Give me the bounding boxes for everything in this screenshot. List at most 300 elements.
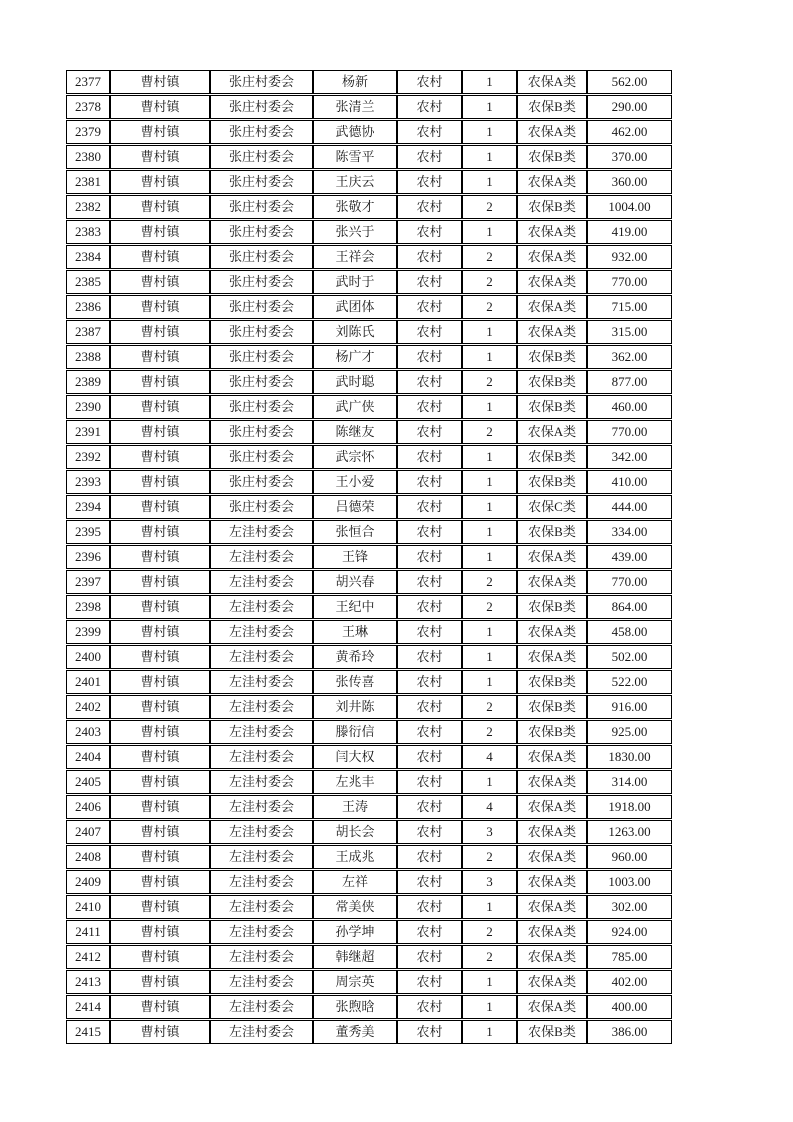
cell-village: 左洼村委会 [210, 545, 313, 569]
table-row [66, 470, 672, 494]
cell-type: 农村 [397, 720, 462, 744]
cell-type: 农村 [397, 920, 462, 944]
cell-town: 曹村镇 [110, 845, 210, 869]
cell-type: 农村 [397, 845, 462, 869]
cell-village: 张庄村委会 [210, 295, 313, 319]
cell-town: 曹村镇 [110, 695, 210, 719]
cell-no: 2407 [66, 820, 110, 844]
cell-name: 陈继友 [313, 420, 397, 444]
cell-village: 张庄村委会 [210, 195, 313, 219]
cell-name: 张兴于 [313, 220, 397, 244]
cell-amount: 302.00 [587, 895, 672, 919]
cell-type: 农村 [397, 520, 462, 544]
table-row [66, 345, 672, 369]
cell-village: 张庄村委会 [210, 445, 313, 469]
cell-amount: 932.00 [587, 245, 672, 269]
table-row [66, 195, 672, 219]
cell-no: 2404 [66, 745, 110, 769]
table-row [66, 995, 672, 1019]
cell-type: 农村 [397, 545, 462, 569]
cell-no: 2391 [66, 420, 110, 444]
cell-village: 张庄村委会 [210, 145, 313, 169]
cell-type: 农村 [397, 1020, 462, 1044]
cell-name: 韩继超 [313, 945, 397, 969]
cell-type: 农村 [397, 220, 462, 244]
cell-village: 张庄村委会 [210, 495, 313, 519]
cell-no: 2414 [66, 995, 110, 1019]
cell-town: 曹村镇 [110, 195, 210, 219]
cell-category: 农保B类 [517, 195, 587, 219]
cell-type: 农村 [397, 395, 462, 419]
cell-no: 2398 [66, 595, 110, 619]
table-row [66, 295, 672, 319]
cell-count: 1 [462, 470, 517, 494]
cell-count: 2 [462, 245, 517, 269]
cell-type: 农村 [397, 945, 462, 969]
cell-category: 农保B类 [517, 695, 587, 719]
cell-category: 农保B类 [517, 95, 587, 119]
cell-town: 曹村镇 [110, 545, 210, 569]
cell-count: 2 [462, 945, 517, 969]
cell-no: 2411 [66, 920, 110, 944]
cell-village: 张庄村委会 [210, 170, 313, 194]
cell-category: 农保B类 [517, 145, 587, 169]
cell-village: 张庄村委会 [210, 70, 313, 94]
cell-type: 农村 [397, 495, 462, 519]
cell-name: 武时于 [313, 270, 397, 294]
cell-no: 2399 [66, 620, 110, 644]
cell-village: 张庄村委会 [210, 470, 313, 494]
cell-amount: 1263.00 [587, 820, 672, 844]
cell-name: 左祥 [313, 870, 397, 894]
cell-type: 农村 [397, 795, 462, 819]
cell-no: 2415 [66, 1020, 110, 1044]
cell-no: 2401 [66, 670, 110, 694]
table-row [66, 495, 672, 519]
cell-town: 曹村镇 [110, 595, 210, 619]
cell-type: 农村 [397, 245, 462, 269]
cell-count: 1 [462, 645, 517, 669]
cell-category: 农保A类 [517, 545, 587, 569]
cell-town: 曹村镇 [110, 870, 210, 894]
cell-name: 闫大权 [313, 745, 397, 769]
table-row [66, 745, 672, 769]
cell-amount: 444.00 [587, 495, 672, 519]
cell-town: 曹村镇 [110, 520, 210, 544]
table-row [66, 245, 672, 269]
cell-town: 曹村镇 [110, 95, 210, 119]
table-row [66, 770, 672, 794]
cell-category: 农保B类 [517, 470, 587, 494]
cell-name: 胡兴春 [313, 570, 397, 594]
cell-name: 常美侠 [313, 895, 397, 919]
cell-name: 武广侠 [313, 395, 397, 419]
cell-amount: 400.00 [587, 995, 672, 1019]
cell-name: 张传喜 [313, 670, 397, 694]
cell-amount: 877.00 [587, 370, 672, 394]
cell-category: 农保A类 [517, 995, 587, 1019]
cell-village: 左洼村委会 [210, 870, 313, 894]
cell-count: 1 [462, 1020, 517, 1044]
cell-count: 1 [462, 220, 517, 244]
cell-count: 1 [462, 170, 517, 194]
cell-no: 2387 [66, 320, 110, 344]
cell-count: 1 [462, 620, 517, 644]
cell-type: 农村 [397, 195, 462, 219]
cell-town: 曹村镇 [110, 720, 210, 744]
cell-category: 农保B类 [517, 595, 587, 619]
table-row [66, 820, 672, 844]
cell-count: 2 [462, 295, 517, 319]
cell-town: 曹村镇 [110, 245, 210, 269]
cell-village: 张庄村委会 [210, 120, 313, 144]
cell-town: 曹村镇 [110, 620, 210, 644]
cell-village: 张庄村委会 [210, 420, 313, 444]
cell-amount: 362.00 [587, 345, 672, 369]
cell-count: 1 [462, 995, 517, 1019]
cell-category: 农保B类 [517, 720, 587, 744]
cell-no: 2389 [66, 370, 110, 394]
table-row [66, 845, 672, 869]
cell-village: 张庄村委会 [210, 345, 313, 369]
cell-category: 农保B类 [517, 395, 587, 419]
cell-name: 王庆云 [313, 170, 397, 194]
cell-amount: 419.00 [587, 220, 672, 244]
cell-town: 曹村镇 [110, 795, 210, 819]
cell-amount: 439.00 [587, 545, 672, 569]
cell-town: 曹村镇 [110, 770, 210, 794]
cell-type: 农村 [397, 570, 462, 594]
cell-amount: 1003.00 [587, 870, 672, 894]
cell-category: 农保A类 [517, 820, 587, 844]
cell-no: 2377 [66, 70, 110, 94]
cell-no: 2410 [66, 895, 110, 919]
table-row [66, 620, 672, 644]
cell-amount: 785.00 [587, 945, 672, 969]
cell-count: 3 [462, 870, 517, 894]
cell-count: 1 [462, 395, 517, 419]
table-row [66, 120, 672, 144]
cell-town: 曹村镇 [110, 895, 210, 919]
cell-village: 左洼村委会 [210, 570, 313, 594]
cell-amount: 960.00 [587, 845, 672, 869]
cell-count: 2 [462, 195, 517, 219]
cell-town: 曹村镇 [110, 370, 210, 394]
cell-name: 王成兆 [313, 845, 397, 869]
cell-town: 曹村镇 [110, 470, 210, 494]
cell-count: 2 [462, 370, 517, 394]
cell-village: 左洼村委会 [210, 745, 313, 769]
cell-name: 吕德荣 [313, 495, 397, 519]
cell-village: 左洼村委会 [210, 595, 313, 619]
cell-name: 武团体 [313, 295, 397, 319]
cell-amount: 402.00 [587, 970, 672, 994]
cell-amount: 334.00 [587, 520, 672, 544]
cell-type: 农村 [397, 370, 462, 394]
cell-name: 刘井陈 [313, 695, 397, 719]
cell-amount: 462.00 [587, 120, 672, 144]
cell-village: 左洼村委会 [210, 645, 313, 669]
cell-category: 农保A类 [517, 320, 587, 344]
cell-village: 左洼村委会 [210, 945, 313, 969]
table-row [66, 595, 672, 619]
cell-type: 农村 [397, 595, 462, 619]
cell-count: 1 [462, 445, 517, 469]
cell-count: 1 [462, 70, 517, 94]
cell-category: 农保A类 [517, 620, 587, 644]
table-row [66, 270, 672, 294]
cell-name: 张恒合 [313, 520, 397, 544]
cell-no: 2406 [66, 795, 110, 819]
table-row [66, 145, 672, 169]
cell-name: 武宗怀 [313, 445, 397, 469]
cell-town: 曹村镇 [110, 945, 210, 969]
cell-town: 曹村镇 [110, 320, 210, 344]
cell-type: 农村 [397, 745, 462, 769]
cell-amount: 715.00 [587, 295, 672, 319]
cell-town: 曹村镇 [110, 70, 210, 94]
cell-category: 农保B类 [517, 520, 587, 544]
cell-no: 2392 [66, 445, 110, 469]
cell-category: 农保B类 [517, 370, 587, 394]
cell-town: 曹村镇 [110, 745, 210, 769]
cell-type: 农村 [397, 470, 462, 494]
cell-category: 农保C类 [517, 495, 587, 519]
cell-town: 曹村镇 [110, 645, 210, 669]
cell-count: 1 [462, 145, 517, 169]
cell-name: 武德协 [313, 120, 397, 144]
table-row [66, 795, 672, 819]
cell-category: 农保A类 [517, 295, 587, 319]
cell-no: 2395 [66, 520, 110, 544]
cell-name: 杨广才 [313, 345, 397, 369]
table-body [66, 70, 672, 1044]
cell-name: 董秀美 [313, 1020, 397, 1044]
cell-town: 曹村镇 [110, 495, 210, 519]
cell-category: 农保A类 [517, 795, 587, 819]
cell-town: 曹村镇 [110, 120, 210, 144]
table-row [66, 320, 672, 344]
insurance-register-table [66, 69, 672, 1045]
cell-amount: 342.00 [587, 445, 672, 469]
table-row [66, 170, 672, 194]
cell-count: 2 [462, 845, 517, 869]
cell-type: 农村 [397, 170, 462, 194]
cell-amount: 360.00 [587, 170, 672, 194]
cell-type: 农村 [397, 145, 462, 169]
cell-name: 陈雪平 [313, 145, 397, 169]
cell-town: 曹村镇 [110, 570, 210, 594]
cell-no: 2409 [66, 870, 110, 894]
cell-village: 张庄村委会 [210, 95, 313, 119]
cell-count: 1 [462, 770, 517, 794]
cell-no: 2400 [66, 645, 110, 669]
cell-village: 左洼村委会 [210, 695, 313, 719]
table-row [66, 445, 672, 469]
cell-amount: 410.00 [587, 470, 672, 494]
table-row [66, 645, 672, 669]
table-row [66, 370, 672, 394]
cell-town: 曹村镇 [110, 345, 210, 369]
cell-amount: 864.00 [587, 595, 672, 619]
cell-type: 农村 [397, 970, 462, 994]
cell-count: 2 [462, 695, 517, 719]
cell-count: 1 [462, 120, 517, 144]
cell-name: 王祥会 [313, 245, 397, 269]
cell-name: 杨新 [313, 70, 397, 94]
cell-no: 2388 [66, 345, 110, 369]
cell-town: 曹村镇 [110, 270, 210, 294]
cell-village: 左洼村委会 [210, 620, 313, 644]
cell-count: 1 [462, 345, 517, 369]
cell-type: 农村 [397, 320, 462, 344]
cell-category: 农保B类 [517, 445, 587, 469]
cell-amount: 458.00 [587, 620, 672, 644]
table-row [66, 870, 672, 894]
cell-count: 1 [462, 495, 517, 519]
cell-no: 2405 [66, 770, 110, 794]
cell-town: 曹村镇 [110, 820, 210, 844]
cell-type: 农村 [397, 295, 462, 319]
cell-no: 2402 [66, 695, 110, 719]
cell-category: 农保A类 [517, 420, 587, 444]
cell-name: 周宗英 [313, 970, 397, 994]
cell-type: 农村 [397, 420, 462, 444]
cell-category: 农保B类 [517, 1020, 587, 1044]
table-row [66, 695, 672, 719]
cell-count: 4 [462, 795, 517, 819]
cell-amount: 370.00 [587, 145, 672, 169]
cell-amount: 770.00 [587, 420, 672, 444]
cell-name: 张敬才 [313, 195, 397, 219]
table-row [66, 945, 672, 969]
cell-count: 1 [462, 320, 517, 344]
cell-category: 农保A类 [517, 845, 587, 869]
table-row [66, 895, 672, 919]
cell-type: 农村 [397, 820, 462, 844]
cell-town: 曹村镇 [110, 395, 210, 419]
cell-village: 左洼村委会 [210, 1020, 313, 1044]
cell-amount: 522.00 [587, 670, 672, 694]
cell-count: 2 [462, 595, 517, 619]
cell-amount: 916.00 [587, 695, 672, 719]
cell-village: 左洼村委会 [210, 970, 313, 994]
cell-no: 2384 [66, 245, 110, 269]
cell-no: 2412 [66, 945, 110, 969]
cell-town: 曹村镇 [110, 220, 210, 244]
cell-category: 农保A类 [517, 245, 587, 269]
table-row [66, 970, 672, 994]
cell-town: 曹村镇 [110, 295, 210, 319]
table-row [66, 420, 672, 444]
cell-count: 1 [462, 670, 517, 694]
cell-town: 曹村镇 [110, 445, 210, 469]
cell-no: 2382 [66, 195, 110, 219]
cell-count: 1 [462, 95, 517, 119]
cell-count: 2 [462, 720, 517, 744]
table-row [66, 95, 672, 119]
cell-name: 王锋 [313, 545, 397, 569]
cell-category: 农保A类 [517, 120, 587, 144]
cell-type: 农村 [397, 670, 462, 694]
cell-type: 农村 [397, 445, 462, 469]
cell-name: 王涛 [313, 795, 397, 819]
cell-village: 左洼村委会 [210, 920, 313, 944]
cell-type: 农村 [397, 695, 462, 719]
cell-category: 农保A类 [517, 170, 587, 194]
cell-no: 2397 [66, 570, 110, 594]
table-row [66, 1020, 672, 1044]
cell-name: 王纪中 [313, 595, 397, 619]
cell-amount: 1918.00 [587, 795, 672, 819]
table-row [66, 220, 672, 244]
cell-type: 农村 [397, 645, 462, 669]
cell-no: 2408 [66, 845, 110, 869]
cell-name: 胡长会 [313, 820, 397, 844]
cell-type: 农村 [397, 870, 462, 894]
cell-type: 农村 [397, 995, 462, 1019]
table-row [66, 395, 672, 419]
cell-no: 2383 [66, 220, 110, 244]
cell-amount: 562.00 [587, 70, 672, 94]
cell-count: 2 [462, 570, 517, 594]
cell-village: 张庄村委会 [210, 245, 313, 269]
table-row [66, 70, 672, 94]
cell-town: 曹村镇 [110, 420, 210, 444]
table-row [66, 545, 672, 569]
cell-village: 左洼村委会 [210, 820, 313, 844]
cell-name: 张煦晗 [313, 995, 397, 1019]
cell-category: 农保A类 [517, 745, 587, 769]
cell-category: 农保A类 [517, 70, 587, 94]
cell-no: 2380 [66, 145, 110, 169]
cell-type: 农村 [397, 620, 462, 644]
cell-name: 孙学坤 [313, 920, 397, 944]
cell-amount: 924.00 [587, 920, 672, 944]
cell-town: 曹村镇 [110, 145, 210, 169]
table-row [66, 720, 672, 744]
cell-village: 左洼村委会 [210, 770, 313, 794]
cell-category: 农保A类 [517, 870, 587, 894]
cell-category: 农保A类 [517, 945, 587, 969]
cell-category: 农保A类 [517, 570, 587, 594]
cell-town: 曹村镇 [110, 995, 210, 1019]
cell-village: 左洼村委会 [210, 995, 313, 1019]
cell-village: 左洼村委会 [210, 670, 313, 694]
cell-type: 农村 [397, 270, 462, 294]
cell-village: 左洼村委会 [210, 845, 313, 869]
cell-no: 2390 [66, 395, 110, 419]
cell-type: 农村 [397, 95, 462, 119]
table-row [66, 670, 672, 694]
cell-no: 2378 [66, 95, 110, 119]
cell-type: 农村 [397, 345, 462, 369]
cell-type: 农村 [397, 70, 462, 94]
cell-village: 左洼村委会 [210, 720, 313, 744]
cell-no: 2396 [66, 545, 110, 569]
cell-village: 左洼村委会 [210, 520, 313, 544]
cell-village: 张庄村委会 [210, 320, 313, 344]
cell-no: 2385 [66, 270, 110, 294]
cell-village: 张庄村委会 [210, 370, 313, 394]
cell-name: 王小爱 [313, 470, 397, 494]
cell-name: 黄希玲 [313, 645, 397, 669]
cell-name: 左兆丰 [313, 770, 397, 794]
cell-name: 王琳 [313, 620, 397, 644]
cell-amount: 502.00 [587, 645, 672, 669]
cell-town: 曹村镇 [110, 970, 210, 994]
cell-count: 1 [462, 545, 517, 569]
